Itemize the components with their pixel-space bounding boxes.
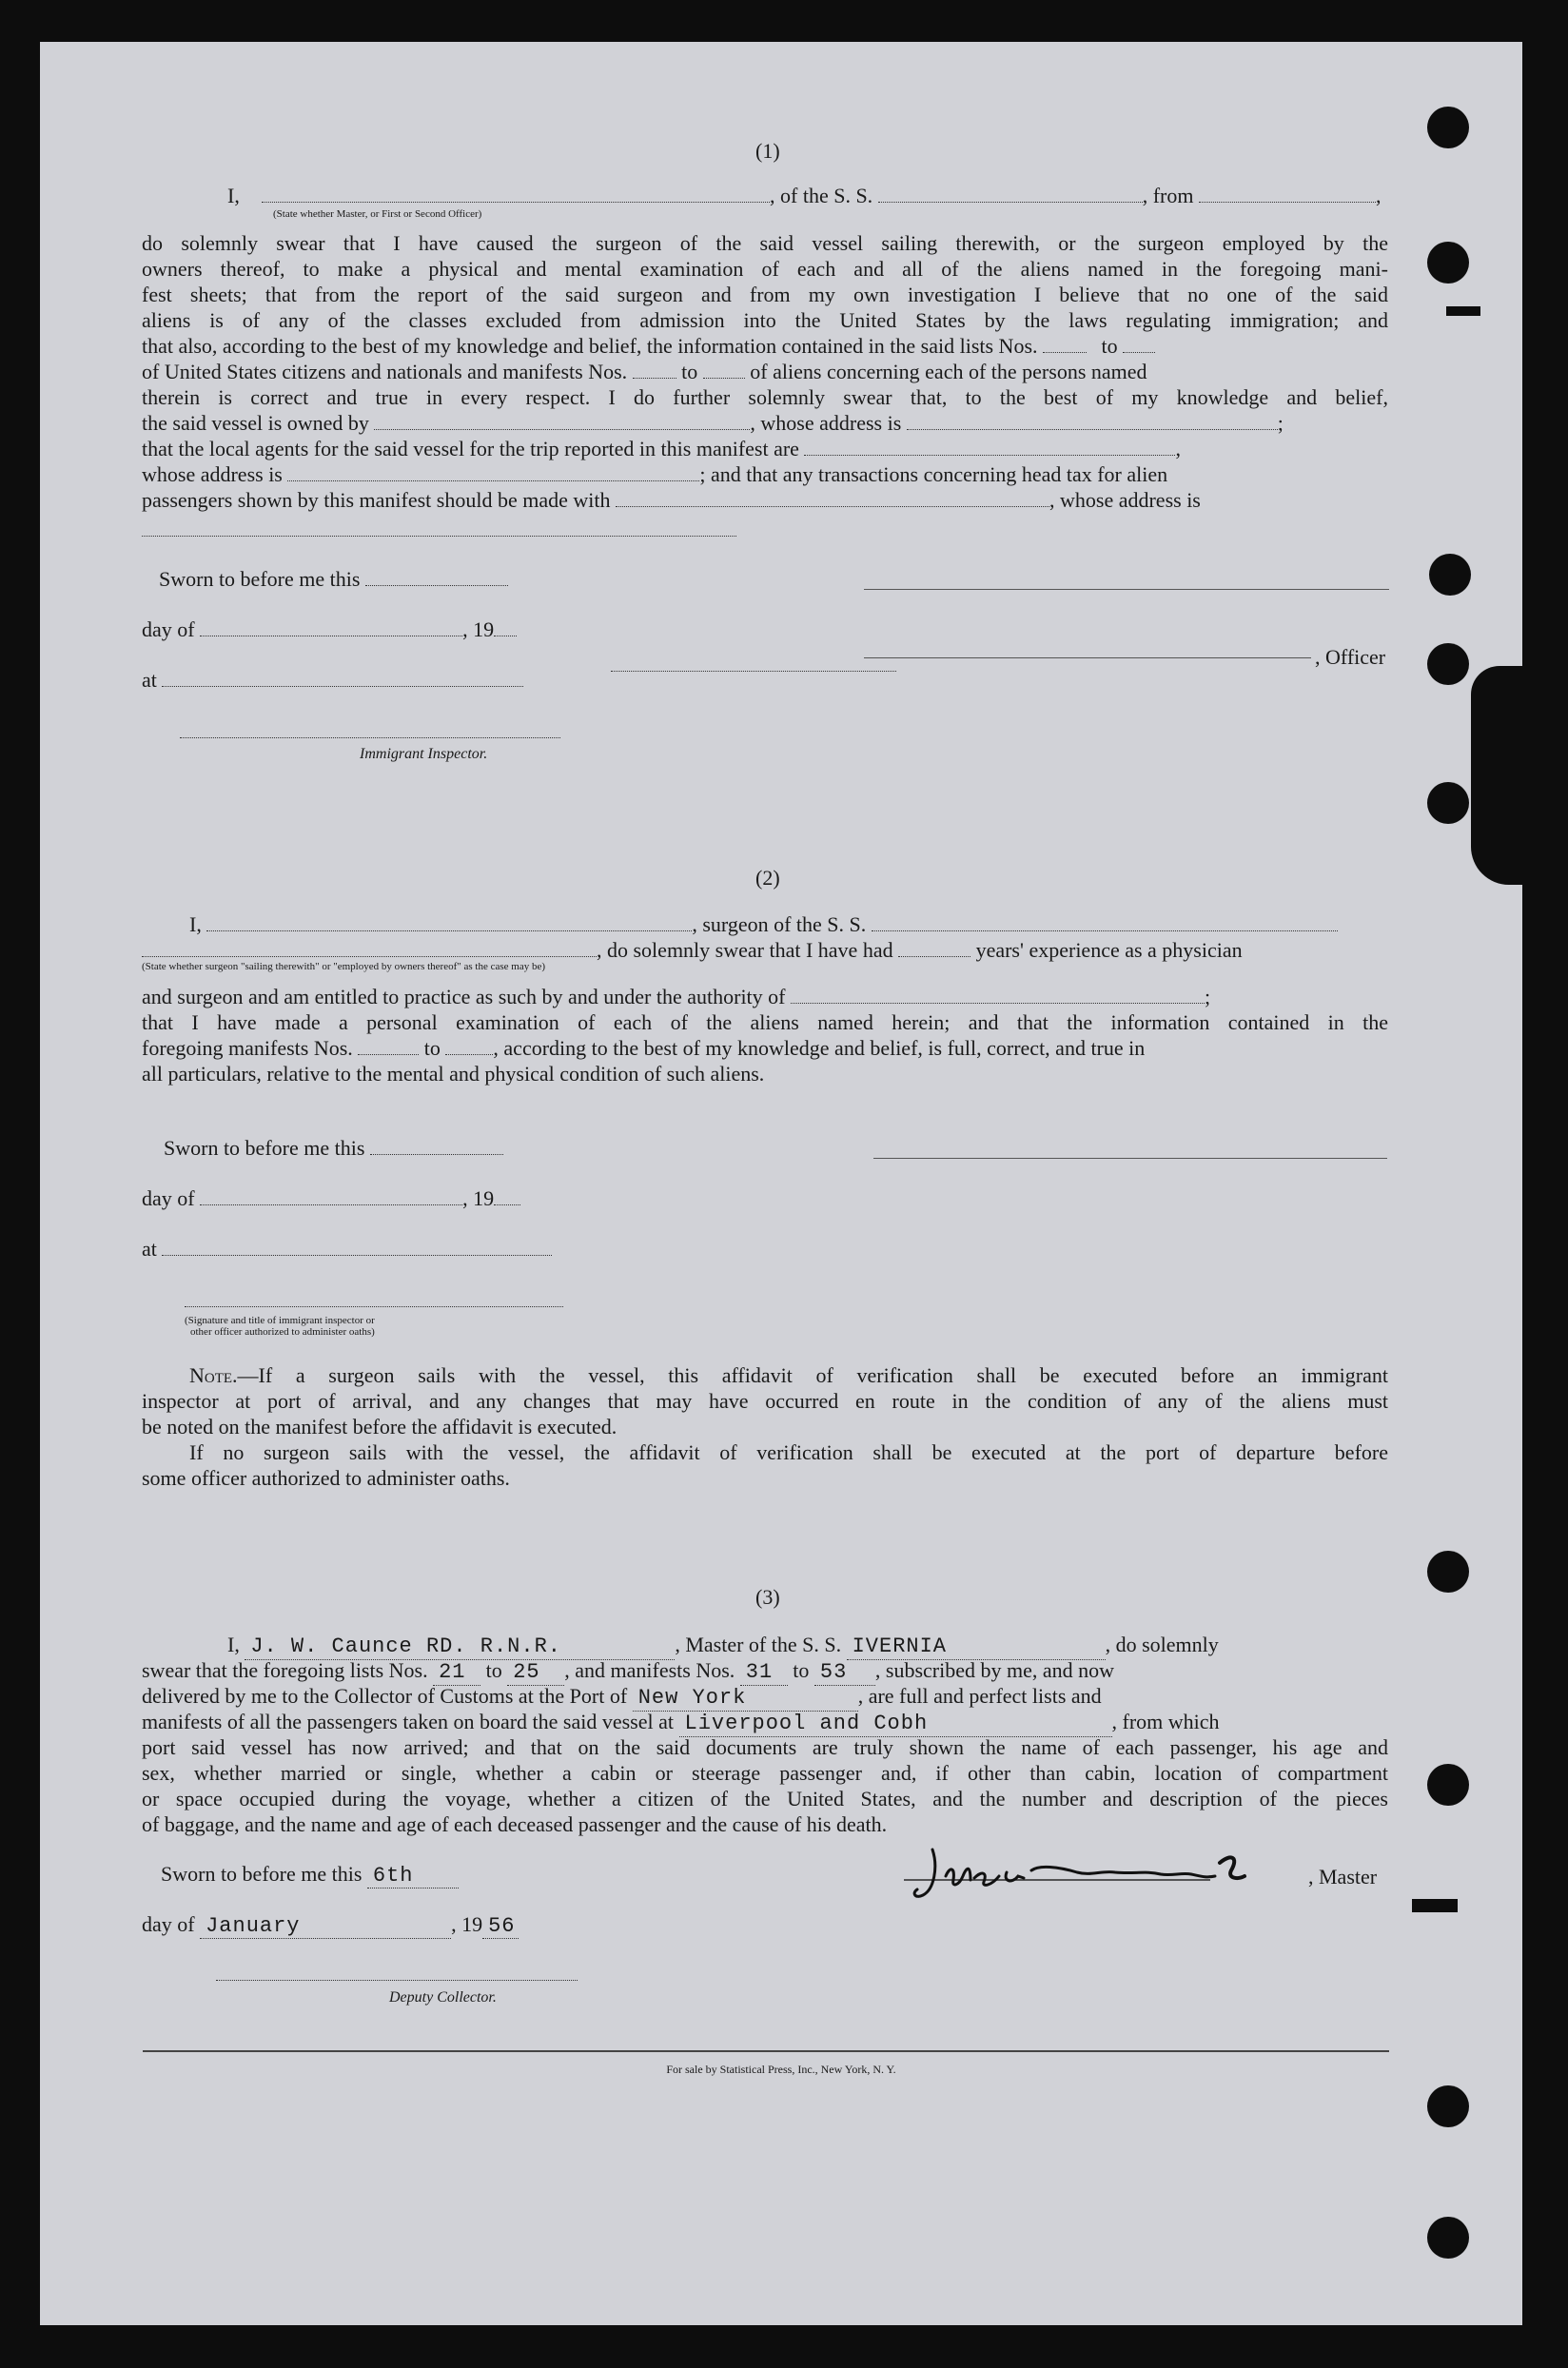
officer-rank-hint: (State whether Master, or First or Second Officer) bbox=[273, 208, 482, 220]
section-3-line-7: or space occupied during the voyage, whether a citizen of the United States, and the number and description of the pieces bbox=[142, 1787, 1388, 1810]
sworn-day-value[interactable]: 6th bbox=[367, 1864, 459, 1889]
section-1-p7: therein is correct and true in every respect. I do further solemnly swear that, to the best of my knowledge and belief, bbox=[142, 385, 1388, 409]
punch-hole bbox=[1427, 107, 1469, 148]
surgeon-ship-field[interactable] bbox=[872, 913, 1338, 931]
section-2-line-5: foregoing manifests Nos. to , according to the best of my knowledge and belief, is full, correct, and true in bbox=[142, 1036, 1146, 1060]
ship-name-field[interactable]: IVERNIA bbox=[847, 1634, 1106, 1660]
section-1-p8: the said vessel is owned by , whose address is ; bbox=[142, 411, 1284, 435]
section-3-day-of-label: day of January , 19 56 bbox=[142, 1912, 519, 1939]
section-2-at-field[interactable] bbox=[162, 1238, 552, 1256]
section-2-month-field[interactable] bbox=[200, 1187, 462, 1205]
section-2-day-of-label: day of , 19 bbox=[142, 1186, 520, 1211]
manifests-from-value[interactable]: 31 bbox=[740, 1659, 788, 1686]
surgeon-manifests-to-field[interactable] bbox=[445, 1037, 493, 1055]
punch-hole bbox=[1427, 242, 1469, 284]
surgeon-status-field[interactable] bbox=[142, 939, 597, 957]
year-value[interactable]: 56 bbox=[482, 1914, 519, 1939]
edge-tear bbox=[1446, 306, 1480, 316]
punch-hole bbox=[1427, 1551, 1469, 1593]
owner-field[interactable] bbox=[374, 412, 750, 430]
lists-from-value[interactable]: 21 bbox=[433, 1659, 480, 1686]
month-value[interactable]: January bbox=[200, 1914, 451, 1939]
manifest-affidavit-page bbox=[40, 42, 1522, 2325]
administering-officer-hint-2: other officer authorized to administer oaths) bbox=[190, 1326, 375, 1338]
from-port-field[interactable] bbox=[1199, 185, 1376, 203]
section-3-sworn-label: Sworn to before me this 6th bbox=[161, 1862, 459, 1889]
section-2-sworn-day-field[interactable] bbox=[370, 1137, 503, 1155]
section-1-p5: that also, according to the best of my knowledge and belief, the information contained in the said lists Nos. to bbox=[142, 333, 1388, 359]
section-3-line-5: port said vessel has now arrived; and that on the said documents are truly shown the name of each passenger, his age and bbox=[142, 1735, 1388, 1759]
master-name-field[interactable]: J. W. Caunce RD. R.N.R. bbox=[245, 1634, 675, 1660]
ship-name-field-1[interactable] bbox=[878, 185, 1143, 203]
section-1-p1: do solemnly swear that I have caused the surgeon of the said vessel sailing therewith, or the surgeon employed by the bbox=[142, 231, 1388, 255]
master-signature bbox=[896, 1838, 1277, 1914]
section-2-number: (2) bbox=[755, 866, 780, 890]
section-1-number: (1) bbox=[755, 139, 780, 163]
surgeon-name-field[interactable] bbox=[206, 913, 692, 931]
section-1-at-label: at bbox=[142, 668, 523, 693]
manifests-to-field[interactable] bbox=[703, 361, 745, 379]
note-line-2: inspector at port of arrival, and any changes that may have occurred en route in the condition of any of the aliens must bbox=[142, 1389, 1388, 1413]
note-line-1: Note.—If a surgeon sails with the vessel, this affidavit of verification shall be executed before an immigrant bbox=[189, 1363, 1388, 1387]
footer-divider bbox=[143, 2049, 1389, 2052]
years-experience-field[interactable] bbox=[898, 939, 970, 957]
section-2-line-3: and surgeon and am entitled to practice as such by and under the authority of ; bbox=[142, 985, 1211, 1008]
agents-address-field[interactable] bbox=[287, 463, 699, 481]
section-1-year-field[interactable] bbox=[494, 618, 517, 636]
surgeon-manifests-from-field[interactable] bbox=[358, 1037, 419, 1055]
edge-tear bbox=[1412, 1899, 1458, 1912]
section-1-p9: that the local agents for the said vessel for the trip reported in this manifest are , bbox=[142, 437, 1181, 460]
section-3-line-2: swear that the foregoing lists Nos. 21 to 25 , and manifests Nos. 31 to 53 , subscribed by me, and now bbox=[142, 1658, 1115, 1684]
manifests-to-value[interactable]: 53 bbox=[814, 1659, 875, 1686]
section-2-line-4: that I have made a personal examination of each of the aliens named herein; and that the information contained in the bbox=[142, 1010, 1388, 1034]
master-label: , Master bbox=[1308, 1865, 1378, 1889]
manifests-from-field[interactable] bbox=[633, 361, 676, 379]
section-3-line-8: of baggage, and the name and age of each deceased passenger and the cause of his death. bbox=[142, 1812, 888, 1836]
section-3-line-6: sex, whether married or single, whether a cabin or steerage passenger and, if other than cabin, location of compartment bbox=[142, 1761, 1388, 1785]
section-1-day-of-label: day of , 19 bbox=[142, 617, 517, 642]
section-1-sworn-label: Sworn to before me this bbox=[159, 567, 508, 592]
edge-tear bbox=[1471, 666, 1524, 885]
note-line-4: If no surgeon sails with the vessel, the affidavit of verification shall be executed at the port of departure before bbox=[189, 1440, 1388, 1464]
port-value[interactable]: New York bbox=[633, 1685, 858, 1712]
head-tax-address-line[interactable] bbox=[142, 535, 736, 537]
section-1-sworn-day-field[interactable] bbox=[365, 568, 508, 586]
section-1-p11: passengers shown by this manifest should be made with , whose address is bbox=[142, 488, 1201, 512]
section-1-at-field[interactable] bbox=[162, 669, 523, 687]
section-1-signature-line[interactable] bbox=[864, 588, 1389, 590]
owner-address-field[interactable] bbox=[907, 412, 1278, 430]
section-3-line-3: delivered by me to the Collector of Customs at the Port of New York , are full and perfect lists and bbox=[142, 1684, 1102, 1710]
officer-signature-line[interactable] bbox=[864, 656, 1311, 658]
surgeon-signature-line[interactable] bbox=[873, 1157, 1387, 1159]
authority-field[interactable] bbox=[791, 986, 1205, 1004]
section-2-line-1: I, , surgeon of the S. S. bbox=[142, 911, 1388, 937]
officer-name-field[interactable] bbox=[262, 185, 770, 203]
local-agents-field[interactable] bbox=[804, 438, 1175, 456]
section-1-line-1: I, , of the S. S. , from , bbox=[227, 184, 1382, 207]
lists-to-field[interactable] bbox=[1123, 335, 1155, 353]
administering-officer-line[interactable] bbox=[185, 1305, 563, 1307]
section-1-month-field[interactable] bbox=[200, 618, 462, 636]
departure-port-value[interactable]: Liverpool and Cobh bbox=[679, 1711, 1112, 1737]
lists-from-field[interactable] bbox=[1043, 335, 1087, 353]
note-line-3: be noted on the manifest before the affidavit is executed. bbox=[142, 1415, 617, 1438]
section-1-p3: fest sheets; that from the report of the said surgeon and from my own investigation I believe that no one of the said bbox=[142, 283, 1388, 306]
officer-dotted-line bbox=[611, 670, 896, 672]
surgeon-status-hint: (State whether surgeon "sailing therewith" or "employed by owners thereof" as the case may be) bbox=[142, 961, 546, 972]
punch-hole bbox=[1427, 2217, 1469, 2259]
note-line-5: some officer authorized to administer oaths. bbox=[142, 1466, 510, 1490]
lists-to-value[interactable]: 25 bbox=[507, 1659, 564, 1686]
section-1-p6: of United States citizens and nationals and manifests Nos. to of aliens concerning each of the persons named bbox=[142, 360, 1147, 383]
footer-imprint: For sale by Statistical Press, Inc., New York, N. Y. bbox=[666, 2063, 896, 2076]
section-2-line-2: , do solemnly swear that I have had years' experience as a physician bbox=[142, 937, 1388, 963]
administering-officer-hint-1: (Signature and title of immigrant inspector or bbox=[185, 1315, 375, 1326]
section-1-p2: owners thereof, to make a physical and mental examination of each and all of the aliens named in the foregoing mani- bbox=[142, 257, 1388, 281]
section-3-number: (3) bbox=[755, 1585, 780, 1609]
inspector-signature-line[interactable] bbox=[180, 736, 560, 738]
punch-hole bbox=[1427, 643, 1469, 685]
section-2-sworn-label: Sworn to before me this bbox=[164, 1136, 503, 1161]
section-2-line-6: all particulars, relative to the mental and physical condition of such aliens. bbox=[142, 1062, 765, 1086]
punch-hole bbox=[1427, 2085, 1469, 2127]
collector-label: Deputy Collector. bbox=[389, 1989, 497, 2006]
inspector-label: Immigrant Inspector. bbox=[360, 746, 488, 762]
section-1-p10: whose address is ; and that any transactions concerning head tax for alien bbox=[142, 462, 1168, 486]
punch-hole bbox=[1429, 554, 1471, 596]
collector-signature-line[interactable] bbox=[216, 1979, 578, 1981]
punch-hole bbox=[1427, 1764, 1469, 1806]
section-1-p4: aliens is of any of the classes excluded from admission into the United States by the laws regulating immigration; and bbox=[142, 308, 1388, 332]
section-2-year-field[interactable] bbox=[494, 1187, 520, 1205]
head-tax-party-field[interactable] bbox=[616, 489, 1049, 507]
officer-label: , Officer bbox=[1315, 645, 1386, 669]
section-3-line-1: I, J. W. Caunce RD. R.N.R. , Master of the S. S. IVERNIA , do solemnly bbox=[227, 1633, 1219, 1658]
section-2-at-label: at bbox=[142, 1237, 552, 1262]
section-3-line-4: manifests of all the passengers taken on board the said vessel at Liverpool and Cobh , from which bbox=[142, 1710, 1220, 1735]
punch-hole bbox=[1427, 782, 1469, 824]
